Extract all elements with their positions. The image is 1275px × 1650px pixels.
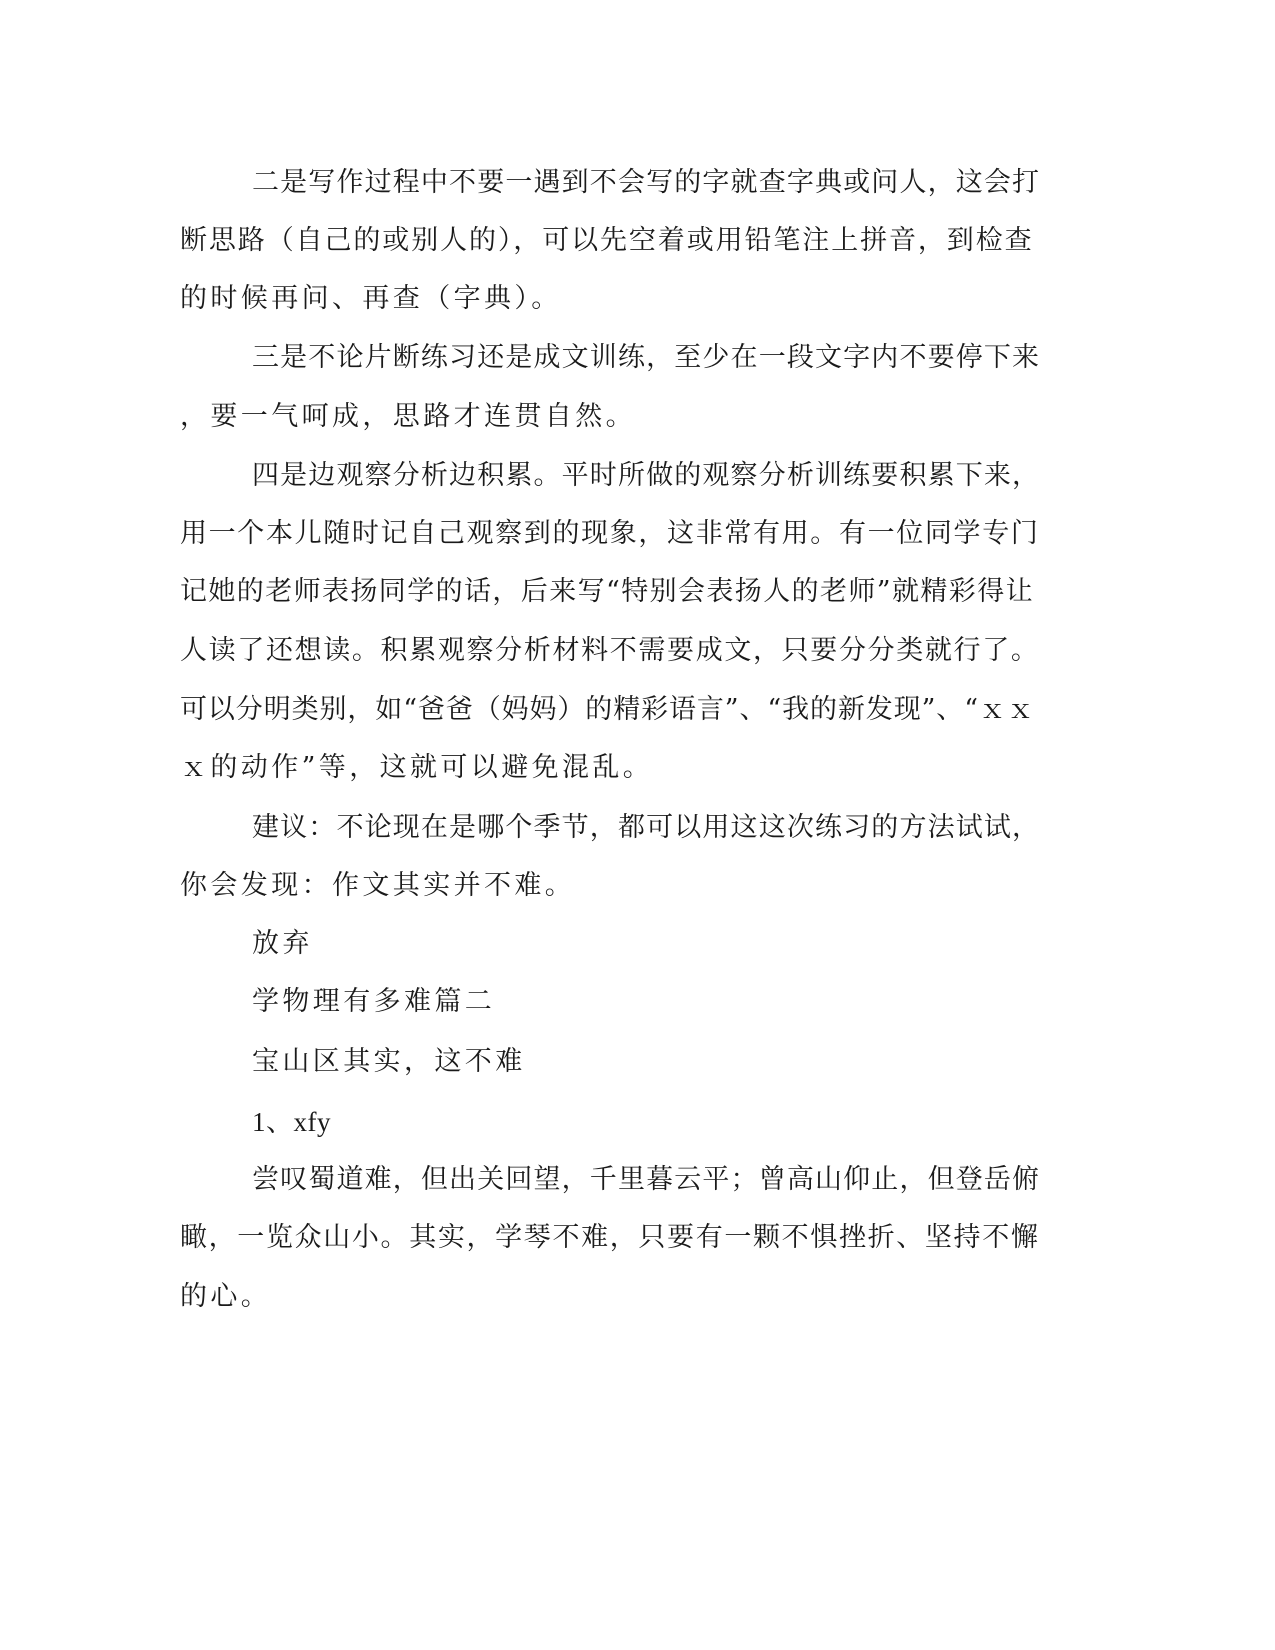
paragraph-line: 四是边观察分析边积累。平时所做的观察分析训练要积累下来，: [252, 460, 1041, 491]
paragraph-line: 三是不论片断练习还是成文训练，至少在一段文字内不要停下来: [252, 342, 1041, 373]
paragraph-line: 二是写作过程中不要一遇到不会写的字就查字典或问人，这会打: [252, 167, 1041, 198]
paragraph-line: 可以分明类别，如“爸爸（妈妈）的精彩语言”、“我的新发现”、“ｘｘ: [180, 694, 1035, 725]
heading-line: 学物理有多难篇二: [252, 986, 496, 1017]
heading-line: 放弃: [252, 928, 313, 959]
paragraph-line: 建议：不论现在是哪个季节，都可以用这这次练习的方法试试，: [252, 812, 1041, 843]
paragraph-line: 的时候再问、再查（字典）。: [180, 283, 562, 314]
paragraph-line: ｘ的动作”等，这就可以避免混乱。: [180, 752, 654, 783]
paragraph-line: 用一个本儿随时记自己观察到的现象，这非常有用。有一位同学专门: [180, 518, 1040, 549]
heading-line: 1、xfy: [252, 1107, 331, 1137]
paragraph-line: 瞰，一览众山小。其实，学琴不难，只要有一颗不惧挫折、坚持不懈: [180, 1222, 1040, 1253]
paragraph-line: 尝叹蜀道难，但出关回望，千里暮云平；曾高山仰止，但登岳俯: [252, 1164, 1041, 1195]
paragraph-line: 人读了还想读。积累观察分析材料不需要成文，只要分分类就行了。: [180, 635, 1040, 666]
paragraph-line: ，要一气呵成，思路才连贯自然。: [180, 401, 636, 432]
paragraph-line: 断思路（自己的或别人的），可以先空着或用铅笔注上拼音，到检查: [180, 225, 1034, 256]
paragraph-line: 记她的老师表扬同学的话，后来写“特别会表扬人的老师”就精彩得让: [180, 576, 1035, 607]
paragraph-line: 你会发现：作文其实并不难。: [180, 870, 576, 901]
heading-line: 宝山区其实，这不难: [252, 1046, 526, 1077]
paragraph-line: 的心。: [180, 1281, 272, 1312]
